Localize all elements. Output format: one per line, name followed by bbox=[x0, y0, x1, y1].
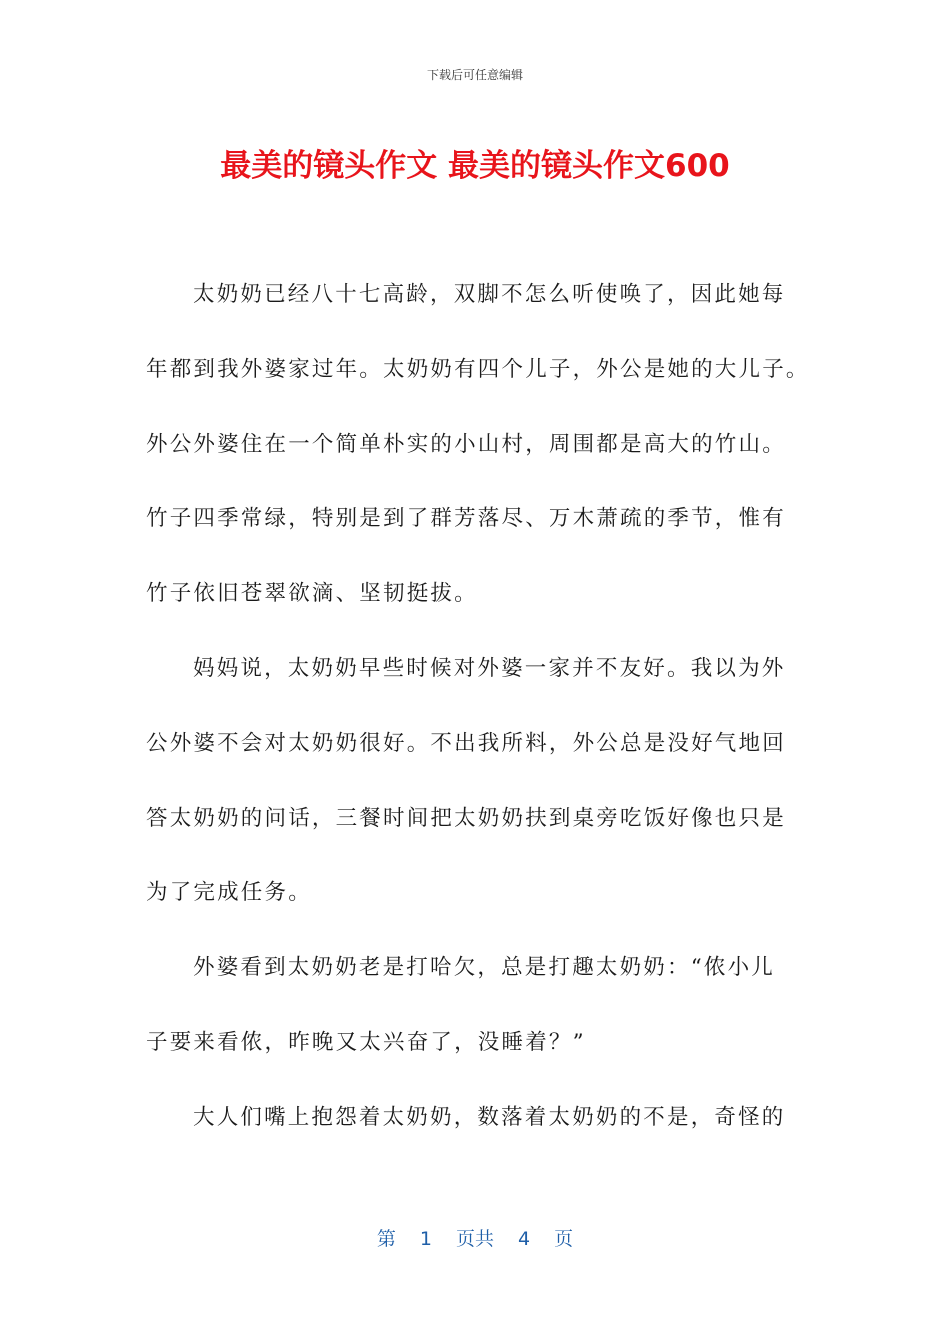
body-line: 妈妈说，太奶奶早些时候对外婆一家并不友好。我以为外 bbox=[193, 655, 786, 681]
total-suffix: 页 bbox=[554, 1228, 574, 1250]
document-title: 最美的镜头作文 最美的镜头作文600 bbox=[220, 148, 730, 184]
page-footer bbox=[0, 1224, 950, 1251]
total-pages: 4 bbox=[518, 1228, 531, 1250]
body-line: 子要来看侬，昨晚又太兴奋了，没睡着？” bbox=[146, 1029, 586, 1055]
document-body bbox=[146, 258, 808, 1156]
body-line: 公外婆不会对太奶奶很好。不出我所料，外公总是没好气地回 bbox=[146, 730, 786, 756]
body-line: 竹子依旧苍翠欲滴、坚韧挺拔。 bbox=[146, 581, 478, 607]
body-line: 答太奶奶的问话，三餐时间把太奶奶扶到桌旁吃饭好像也只是 bbox=[146, 805, 786, 831]
body-line: 大人们嘴上抱怨着太奶奶，数落着太奶奶的不是，奇怪的 bbox=[193, 1104, 786, 1130]
body-line: 外公外婆住在一个简单朴实的小山村，周围都是高大的竹山。 bbox=[146, 431, 786, 457]
body-line: 外婆看到太奶奶老是打哈欠，总是打趣太奶奶：“侬小儿 bbox=[193, 955, 775, 981]
body-line: 竹子四季常绿，特别是到了群芳落尽、万木萧疏的季节，惟有 bbox=[146, 506, 786, 532]
page-number: 1 bbox=[419, 1228, 432, 1250]
body-line: 太奶奶已经八十七高龄，双脚不怎么听使唤了，因此她每 bbox=[193, 282, 786, 307]
body-line: 年都到我外婆家过年。太奶奶有四个儿子，外公是她的大儿子。 bbox=[146, 356, 810, 382]
body-line: 为了完成任务。 bbox=[146, 880, 312, 906]
page-suffix: 页共 bbox=[455, 1228, 494, 1250]
page-label: 第 bbox=[376, 1228, 396, 1250]
header-note: 下载后可任意编辑 bbox=[426, 68, 523, 82]
